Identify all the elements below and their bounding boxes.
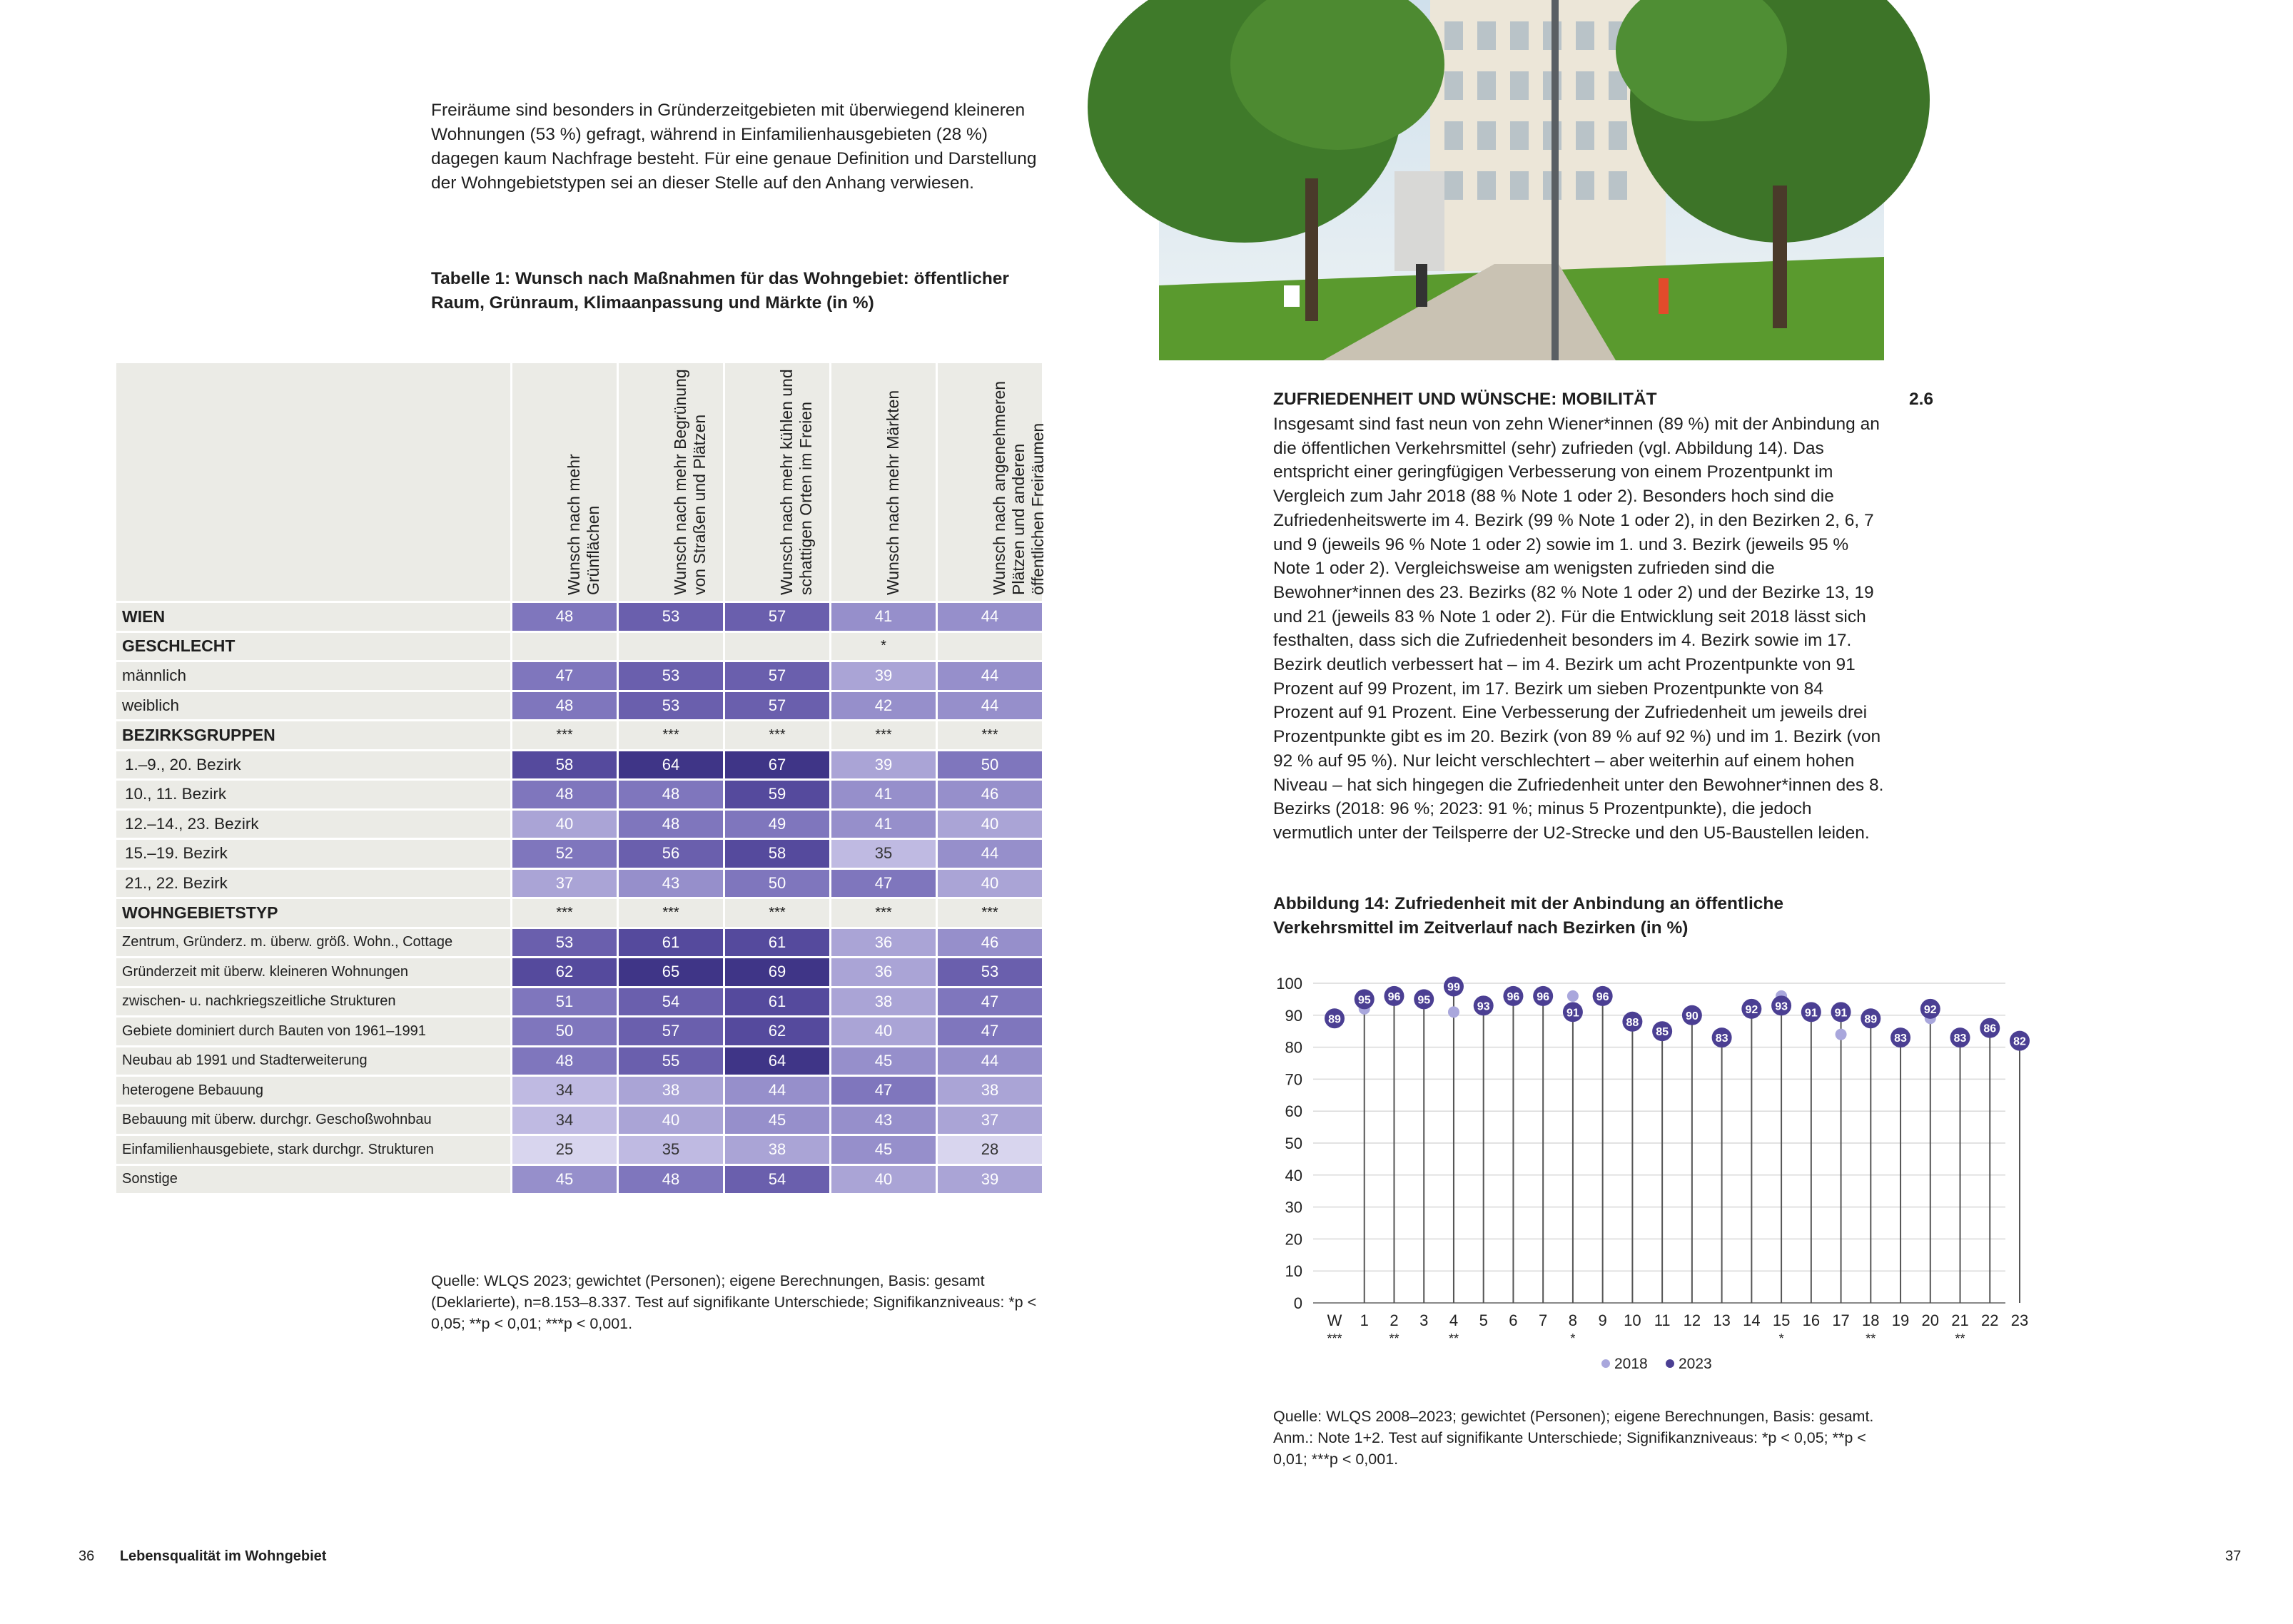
data-label-2023: 99: [1447, 981, 1460, 994]
value-cell: 47: [512, 661, 618, 691]
table-row: [116, 1046, 1043, 1076]
value-cell: 49: [724, 809, 831, 839]
x-tick-label: 9: [1598, 1311, 1607, 1329]
x-tick-label: 6: [1509, 1311, 1518, 1329]
data-label-2023: 86: [1983, 1022, 1997, 1035]
data-label-2023: 88: [1626, 1016, 1639, 1029]
value-cell: 35: [831, 839, 937, 869]
value-cell: 57: [618, 1017, 724, 1047]
value-cell: 55: [618, 1046, 724, 1076]
point-2018: [1448, 1006, 1459, 1017]
y-tick-label: 80: [1285, 1038, 1302, 1057]
value-cell: 38: [937, 1076, 1043, 1106]
row-label: Gebiete dominiert durch Bauten von 1961–1991: [116, 1017, 512, 1047]
value-cell: 46: [937, 928, 1043, 958]
legend-label-2018: 2018: [1614, 1356, 1648, 1372]
row-label: Zentrum, Gründerz. m. überw. größ. Wohn., Cottage: [116, 928, 512, 958]
significance-mark: *: [1778, 1331, 1784, 1346]
data-label-2023: 82: [2013, 1035, 2026, 1048]
y-tick-label: 30: [1285, 1198, 1302, 1217]
significance-mark: **: [1389, 1331, 1399, 1346]
row-label: heterogene Bebauung: [116, 1076, 512, 1106]
value-cell: 48: [512, 691, 618, 721]
data-label-2023: 96: [1387, 990, 1401, 1003]
data-label-2023: 83: [1894, 1032, 1907, 1045]
x-tick-label: 19: [1891, 1311, 1910, 1329]
x-tick-label: 16: [1802, 1311, 1821, 1329]
x-tick-label: 18: [1862, 1311, 1880, 1329]
value-cell: 47: [831, 868, 937, 898]
table-row: [116, 1105, 1043, 1135]
value-cell: 37: [512, 868, 618, 898]
table-row: [116, 691, 1043, 721]
footer-left: [79, 1548, 326, 1565]
value-cell: 36: [831, 958, 937, 988]
significance-cell: ***: [937, 721, 1043, 751]
data-label-2023: 96: [1507, 990, 1520, 1003]
row-label: 12.–14., 23. Bezirk: [116, 809, 512, 839]
value-cell: 69: [724, 958, 831, 988]
value-cell: 35: [618, 1135, 724, 1165]
data-label-2023: 93: [1775, 1000, 1788, 1013]
x-tick-label: 7: [1539, 1311, 1548, 1329]
data-label-2023: 83: [1715, 1032, 1728, 1045]
value-cell: 59: [724, 780, 831, 810]
column-header: [724, 362, 831, 602]
data-label-2023: 91: [1834, 1007, 1848, 1020]
data-label-2023: 91: [1804, 1007, 1818, 1020]
row-label: Gründerzeit mit überw. kleineren Wohnungen: [116, 958, 512, 988]
table-row: [116, 780, 1043, 810]
value-cell: 48: [512, 780, 618, 810]
point-2018: [1836, 1029, 1847, 1040]
x-tick-label: 1: [1360, 1311, 1369, 1329]
column-header-label: Wunsch nach angenehmeren Plätzen und anderen öffentlichen Freiräumen: [990, 380, 1047, 595]
column-header-label: Wunsch nach mehr Märkten: [884, 390, 902, 595]
y-tick-label: 60: [1285, 1102, 1302, 1121]
value-cell: 56: [618, 839, 724, 869]
table-row: [116, 928, 1043, 958]
table-row: [116, 1017, 1043, 1047]
chart-source-note: Quelle: WLQS 2008–2023; gewichtet (Personen); eigene Berechnungen, Basis: gesamt. Anm.: Note 1+2. Test auf signifikante Unterschiede; Signifikanzniveaus: *p < 0,05; **p < 0,01; ***p < 0,001.: [1273, 1408, 1874, 1468]
value-cell: 40: [937, 809, 1043, 839]
value-cell: 48: [618, 780, 724, 810]
data-label-2023: 92: [1923, 1003, 1937, 1016]
y-tick-label: 90: [1285, 1006, 1302, 1025]
value-cell: 53: [618, 691, 724, 721]
significance-cell: ***: [618, 898, 724, 928]
value-cell: 58: [512, 750, 618, 780]
x-tick-label: 10: [1624, 1311, 1641, 1329]
running-title: Lebensqualität im Wohngebiet: [119, 1548, 327, 1564]
value-cell: 50: [937, 750, 1043, 780]
x-tick-label: 8: [1568, 1311, 1578, 1329]
x-tick-label: 3: [1419, 1311, 1429, 1329]
significance-cell: [724, 631, 831, 661]
page-number-right: 37: [2225, 1548, 2242, 1564]
value-cell: 62: [512, 958, 618, 988]
value-cell: 36: [831, 928, 937, 958]
value-cell: 40: [831, 1164, 937, 1194]
value-cell: 48: [512, 1046, 618, 1076]
value-cell: 57: [724, 691, 831, 721]
column-header-label: Wunsch nach mehr kühlen und schattigen Orten im Freien: [777, 369, 815, 595]
significance-mark: ***: [1327, 1331, 1342, 1346]
satisfaction-chart: [1256, 962, 2029, 1390]
x-tick-label: 14: [1743, 1311, 1761, 1329]
x-tick-label: 11: [1654, 1311, 1671, 1329]
value-cell: 34: [512, 1076, 618, 1106]
section-title: ZUFRIEDENHEIT UND WÜNSCHE: MOBILITÄT: [1273, 390, 1657, 409]
value-cell: 44: [937, 1046, 1043, 1076]
table-row: [116, 1135, 1043, 1165]
y-tick-label: 100: [1276, 975, 1302, 993]
value-cell: 48: [618, 1164, 724, 1194]
table-row: [116, 839, 1043, 869]
significance-mark: **: [1448, 1331, 1459, 1346]
row-label: Neubau ab 1991 und Stadterweiterung: [116, 1046, 512, 1076]
x-tick-label: 13: [1713, 1311, 1731, 1329]
value-cell: 39: [831, 750, 937, 780]
value-cell: 40: [618, 1105, 724, 1135]
significance-mark: **: [1955, 1331, 1965, 1346]
value-cell: 34: [512, 1105, 618, 1135]
value-cell: 37: [937, 1105, 1043, 1135]
value-cell: 40: [937, 868, 1043, 898]
significance-cell: *: [831, 631, 937, 661]
row-label: BEZIRKSGRUPPEN: [116, 721, 512, 751]
column-header: [512, 362, 618, 602]
value-cell: 47: [937, 1017, 1043, 1047]
section-number: 2.6: [1909, 390, 1934, 409]
data-label-2023: 89: [1328, 1013, 1341, 1026]
row-label: GESCHLECHT: [116, 631, 512, 661]
value-cell: 57: [724, 602, 831, 632]
row-label: Einfamilienhausgebiete, stark durchgr. Strukturen: [116, 1135, 512, 1165]
value-cell: 53: [937, 958, 1043, 988]
value-cell: 40: [831, 1017, 937, 1047]
data-label-2023: 83: [1953, 1032, 1967, 1045]
value-cell: 64: [618, 750, 724, 780]
table-row: [116, 809, 1043, 839]
row-label: 10., 11. Bezirk: [116, 780, 512, 810]
value-cell: 51: [512, 987, 618, 1017]
significance-cell: ***: [937, 898, 1043, 928]
row-label: WIEN: [116, 602, 512, 632]
column-header-label: Wunsch nach mehr Begrünung von Straßen und Plätzen: [671, 369, 709, 595]
legend-marker-2018: [1601, 1359, 1610, 1368]
value-cell: 40: [512, 809, 618, 839]
table-row: [116, 1076, 1043, 1106]
legend-label-2023: 2023: [1679, 1356, 1712, 1372]
value-cell: 65: [618, 958, 724, 988]
value-cell: 53: [618, 661, 724, 691]
value-cell: 38: [618, 1076, 724, 1106]
value-cell: 25: [512, 1135, 618, 1165]
page-number-left: 36: [79, 1548, 95, 1564]
value-cell: 64: [724, 1046, 831, 1076]
data-label-2023: 95: [1417, 994, 1431, 1007]
value-cell: 44: [937, 602, 1043, 632]
significance-cell: ***: [724, 721, 831, 751]
value-cell: 61: [618, 928, 724, 958]
value-cell: 41: [831, 809, 937, 839]
park-photo: [1159, 0, 1884, 360]
value-cell: 50: [512, 1017, 618, 1047]
value-cell: 45: [512, 1164, 618, 1194]
value-cell: 57: [724, 661, 831, 691]
row-label: Sonstige: [116, 1164, 512, 1194]
table-row: [116, 868, 1043, 898]
x-tick-label: 5: [1479, 1311, 1488, 1329]
data-label-2023: 85: [1656, 1026, 1669, 1039]
value-cell: 48: [512, 602, 618, 632]
value-cell: 28: [937, 1135, 1043, 1165]
row-label: 21., 22. Bezirk: [116, 868, 512, 898]
data-label-2023: 95: [1357, 994, 1371, 1007]
significance-cell: ***: [724, 898, 831, 928]
value-cell: 38: [724, 1135, 831, 1165]
y-tick-label: 40: [1285, 1166, 1302, 1184]
value-cell: 41: [831, 780, 937, 810]
value-cell: 44: [937, 691, 1043, 721]
table-corner-cell: [116, 362, 512, 602]
value-cell: 61: [724, 987, 831, 1017]
value-cell: 44: [937, 839, 1043, 869]
significance-cell: [618, 631, 724, 661]
x-tick-label: 20: [1921, 1311, 1940, 1329]
column-header: [831, 362, 937, 602]
value-cell: 58: [724, 839, 831, 869]
value-cell: 61: [724, 928, 831, 958]
y-tick-label: 0: [1293, 1294, 1302, 1312]
data-label-2023: 96: [1537, 990, 1550, 1003]
y-tick-label: 70: [1285, 1070, 1302, 1089]
park-photo-illustration: [1159, 0, 1884, 360]
table-row: [116, 602, 1043, 632]
section-body: Insgesamt sind fast neun von zehn Wiener*innen (89 %) mit der Anbindung an die öffentlichen Verkehrsmittel (sehr) zufrieden (vgl. Abbildung 14). Das entspricht einer geringfügigen Verbesserung von einem Prozentpunkt im Vergleich zum Jahr 2018 (88 % Note 1 oder 2). Besonders hoch sind die Zufriedenheitswerte im 4. Bezirk (99 % Note 1 oder 2), in den Bezirken 2, 6, 7 und 9 (jeweils 96 % Note 1 oder 2) sowie im 1. und 3. Bezirk (jeweils 95 % Note 1 oder 2). Vergleichsweise am wenigsten zufrieden sind die Bewohner*innen des 23. Bezirks (82 % Note 1 oder 2) und der Bezirke 13, 19 und 21 (jeweils 83 % Note 1 oder 2). Für die Entwicklung seit 2018 lässt sich festhalten, dass sich die Zufriedenheit besonders im 4. Bezirk sowie im 17. Bezirk deutlich verbessert hat – im 4. Bezirk um acht Prozentpunkte von 91 Prozent auf 99 Prozent, im 17. Bezirk um sieben Prozentpunkte von 84 Prozent auf 91 Prozent. Eine Verbesserung der Zufriedenheit um jeweils drei Prozentpunkte gibt es im 20. Bezirk (von 89 % auf 92 %) und im 1. Bezirk (von 92 % auf 95 %). Nur leicht verschlechtert – aber weiterhin auf einem hohen Niveau – hat sich hingegen die Zufriedenheit unter den Bewohner*innen des 8. Bezirks (2018: 96 %; 2023: 91 %; minus 5 Prozentpunkte), die jedoch vermutlich unter der Teilsperre der U2-Strecke und den U5-Baustellen leiden.: [1273, 415, 1884, 843]
value-cell: 53: [618, 602, 724, 632]
table-row: [116, 631, 1043, 661]
significance-cell: ***: [831, 721, 937, 751]
value-cell: 45: [831, 1135, 937, 1165]
row-label: zwischen- u. nachkriegszeitliche Strukturen: [116, 987, 512, 1017]
value-cell: 45: [724, 1105, 831, 1135]
x-tick-label: 2: [1390, 1311, 1399, 1329]
data-label-2023: 90: [1685, 1010, 1699, 1022]
row-label: WOHNGEBIETSTYP: [116, 898, 512, 928]
significance-mark: **: [1866, 1331, 1876, 1346]
value-cell: 47: [937, 987, 1043, 1017]
value-cell: 42: [831, 691, 937, 721]
x-tick-label: W: [1327, 1311, 1342, 1329]
value-cell: 44: [937, 661, 1043, 691]
row-label: 15.–19. Bezirk: [116, 839, 512, 869]
significance-cell: [512, 631, 618, 661]
column-header-label: Wunsch nach mehr Grünflächen: [565, 454, 602, 595]
table-row: [116, 721, 1043, 751]
measures-table: [114, 361, 1047, 1195]
chart-caption: Abbildung 14: Zufriedenheit mit der Anbindung an öffentliche Verkehrsmittel im Zeitverlauf nach Bezirken (in %): [1273, 894, 1784, 938]
y-tick-label: 10: [1285, 1262, 1302, 1281]
data-label-2023: 91: [1566, 1007, 1579, 1020]
value-cell: 39: [937, 1164, 1043, 1194]
value-cell: 38: [831, 987, 937, 1017]
value-cell: 62: [724, 1017, 831, 1047]
y-tick-label: 20: [1285, 1230, 1302, 1249]
table-row: [116, 898, 1043, 928]
value-cell: 67: [724, 750, 831, 780]
table-row: [116, 958, 1043, 988]
table-header-row: [116, 362, 1043, 602]
data-label-2023: 92: [1745, 1003, 1758, 1016]
table-source-note: Quelle: WLQS 2023; gewichtet (Personen); eigene Berechnungen, Basis: gesamt (Deklarierte), n=8.153–8.337. Test auf signifikante Unterschiede; Signifikanzniveaus: *p < 0,05; **p < 0,01; ***p < 0,001.: [431, 1272, 1037, 1332]
data-label-2023: 96: [1596, 990, 1609, 1003]
point-2018: [1567, 990, 1579, 1002]
row-label: männlich: [116, 661, 512, 691]
value-cell: 45: [831, 1046, 937, 1076]
value-cell: 44: [724, 1076, 831, 1106]
value-cell: 52: [512, 839, 618, 869]
value-cell: 54: [618, 987, 724, 1017]
data-label-2023: 89: [1864, 1013, 1878, 1026]
row-label: Bebauung mit überw. durchgr. Geschoßwohnbau: [116, 1105, 512, 1135]
value-cell: 46: [937, 780, 1043, 810]
legend-marker-2023: [1666, 1359, 1674, 1368]
table-row: [116, 750, 1043, 780]
table-caption: Tabelle 1: Wunsch nach Maßnahmen für das Wohngebiet: öffentlicher Raum, Grünraum, Klimaanpassung und Märkte (in %): [431, 269, 1009, 313]
value-cell: 50: [724, 868, 831, 898]
table-row: [116, 987, 1043, 1017]
value-cell: 43: [831, 1105, 937, 1135]
significance-cell: ***: [618, 721, 724, 751]
column-header: [937, 362, 1047, 602]
intro-paragraph: Freiräume sind besonders in Gründerzeitgebieten mit überwiegend kleineren Wohnungen (53 %) gefragt, während in Einfamilienhausgebieten (28 %) dagegen kaum Nachfrage besteht. Für eine genaue Definition und Darstellung der Wohngebietstypen sei an dieser Stelle auf den Anhang verwiesen.: [431, 101, 1037, 193]
x-tick-label: 21: [1951, 1311, 1969, 1329]
row-label: weiblich: [116, 691, 512, 721]
x-tick-label: 12: [1683, 1311, 1701, 1329]
significance-mark: *: [1570, 1331, 1576, 1346]
significance-cell: ***: [512, 898, 618, 928]
value-cell: 41: [831, 602, 937, 632]
value-cell: 39: [831, 661, 937, 691]
significance-cell: ***: [831, 898, 937, 928]
value-cell: 48: [618, 809, 724, 839]
table-row: [116, 661, 1043, 691]
value-cell: 53: [512, 928, 618, 958]
column-header: [618, 362, 724, 602]
value-cell: 43: [618, 868, 724, 898]
x-tick-label: 23: [2010, 1311, 2029, 1329]
value-cell: 47: [831, 1076, 937, 1106]
x-tick-label: 22: [1981, 1311, 1999, 1329]
x-tick-label: 4: [1449, 1311, 1459, 1329]
x-tick-label: 17: [1832, 1311, 1850, 1329]
satisfaction-chart-svg: [1256, 962, 2029, 1390]
row-label: 1.–9., 20. Bezirk: [116, 750, 512, 780]
value-cell: 54: [724, 1164, 831, 1194]
x-tick-label: 15: [1772, 1311, 1791, 1329]
significance-cell: ***: [512, 721, 618, 751]
y-tick-label: 50: [1285, 1135, 1302, 1152]
table-row: [116, 1164, 1043, 1194]
data-label-2023: 93: [1477, 1000, 1490, 1013]
significance-cell: [937, 631, 1043, 661]
